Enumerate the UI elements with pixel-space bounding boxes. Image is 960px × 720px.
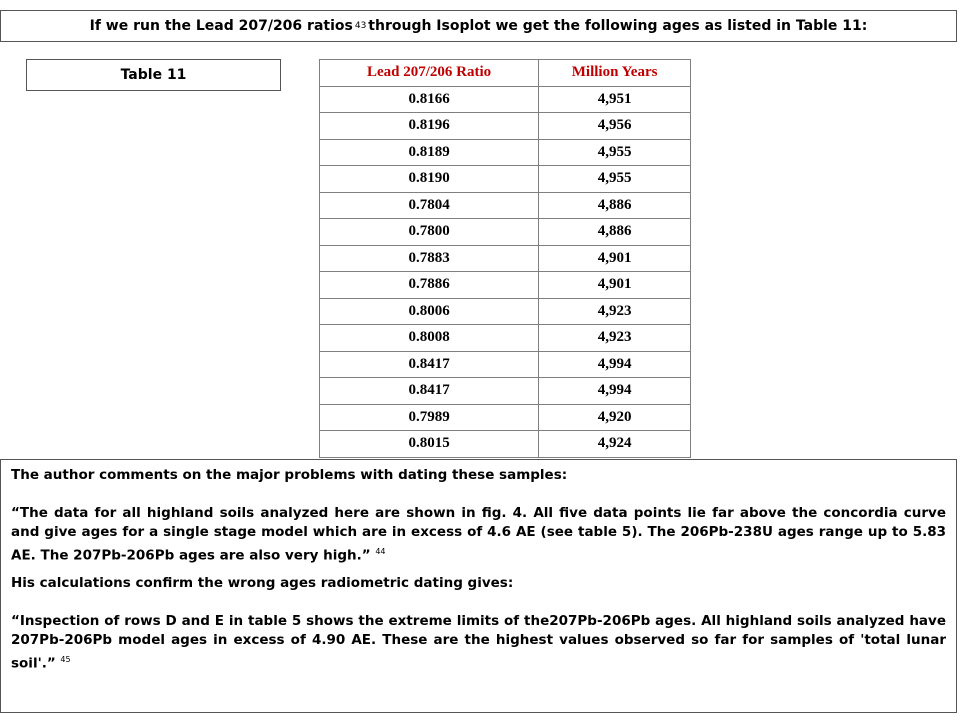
ratio-cell: 0.8006 bbox=[320, 298, 539, 325]
table-row bbox=[320, 113, 691, 140]
table-row bbox=[320, 219, 691, 246]
quote-2 bbox=[11, 612, 946, 674]
table-row bbox=[320, 378, 691, 405]
comment-middle: His calculations confirm the wrong ages radiometric dating gives: bbox=[11, 574, 514, 591]
years-cell: 4,901 bbox=[539, 272, 691, 299]
table-row bbox=[320, 139, 691, 166]
ratio-cell: 0.7804 bbox=[320, 192, 539, 219]
ratio-cell: 0.8008 bbox=[320, 325, 539, 352]
years-cell: 4,994 bbox=[539, 378, 691, 405]
table-row bbox=[320, 192, 691, 219]
comment-intro: The author comments on the major problems with dating these samples: bbox=[11, 467, 568, 483]
years-cell: 4,956 bbox=[539, 113, 691, 140]
table-row bbox=[320, 86, 691, 113]
ratio-cell: 0.8015 bbox=[320, 431, 539, 458]
years-cell: 4,886 bbox=[539, 192, 691, 219]
table-row bbox=[320, 298, 691, 325]
table-header-row bbox=[320, 60, 691, 87]
table-row bbox=[320, 325, 691, 352]
ratio-cell: 0.8417 bbox=[320, 351, 539, 378]
ratio-cell: 0.8417 bbox=[320, 378, 539, 405]
table-body bbox=[320, 86, 691, 457]
header-banner bbox=[0, 10, 957, 42]
years-cell: 4,901 bbox=[539, 245, 691, 272]
table-row bbox=[320, 431, 691, 458]
ratio-table bbox=[319, 59, 691, 458]
comment-box bbox=[0, 459, 957, 713]
table-row bbox=[320, 351, 691, 378]
years-cell: 4,951 bbox=[539, 86, 691, 113]
header-footnote: 43 bbox=[354, 21, 367, 31]
column-header-ratio: Lead 207/206 Ratio bbox=[320, 60, 539, 87]
table-row bbox=[320, 272, 691, 299]
ratio-cell: 0.8189 bbox=[320, 139, 539, 166]
quote-1-text: “The data for all highland soils analyzed here are shown in fig. 4. All five data points lie far above the concordia curve and give ages for a single stage model which are in excess of 4.6 AE (see table 5). The 206Pb-238U ages range up to 5.83 AE. The 207Pb-206Pb ages are also very high.” bbox=[11, 505, 946, 564]
years-cell: 4,886 bbox=[539, 219, 691, 246]
ratio-cell: 0.7800 bbox=[320, 219, 539, 246]
table-label: Table 11 bbox=[26, 59, 281, 91]
years-cell: 4,920 bbox=[539, 404, 691, 431]
ratio-cell: 0.8190 bbox=[320, 166, 539, 193]
quote-2-text: “Inspection of rows D and E in table 5 shows the extreme limits of the207Pb-206Pb ages. All highland soils analyzed have 207Pb-206Pb model ages in excess of 4.90 AE. These are the highest values observed so far for samples of 'total lunar soil'.” bbox=[11, 612, 946, 671]
header-text-after: through Isoplot we get the following ages as listed in Table 11: bbox=[368, 18, 868, 34]
header-text-before: If we run the Lead 207/206 ratios bbox=[89, 18, 353, 34]
years-cell: 4,955 bbox=[539, 139, 691, 166]
years-cell: 4,924 bbox=[539, 431, 691, 458]
ratio-cell: 0.7883 bbox=[320, 245, 539, 272]
table-row bbox=[320, 166, 691, 193]
ratio-cell: 0.7989 bbox=[320, 404, 539, 431]
table-row bbox=[320, 245, 691, 272]
years-cell: 4,955 bbox=[539, 166, 691, 193]
ratio-cell: 0.8166 bbox=[320, 86, 539, 113]
years-cell: 4,994 bbox=[539, 351, 691, 378]
years-cell: 4,923 bbox=[539, 325, 691, 352]
ratio-cell: 0.7886 bbox=[320, 272, 539, 299]
ratio-cell: 0.8196 bbox=[320, 113, 539, 140]
column-header-years: Million Years bbox=[539, 60, 691, 87]
quote-1 bbox=[11, 504, 946, 566]
table-row bbox=[320, 404, 691, 431]
quote-1-footnote: 44 bbox=[375, 547, 386, 556]
quote-2-footnote: 45 bbox=[60, 654, 71, 664]
years-cell: 4,923 bbox=[539, 298, 691, 325]
